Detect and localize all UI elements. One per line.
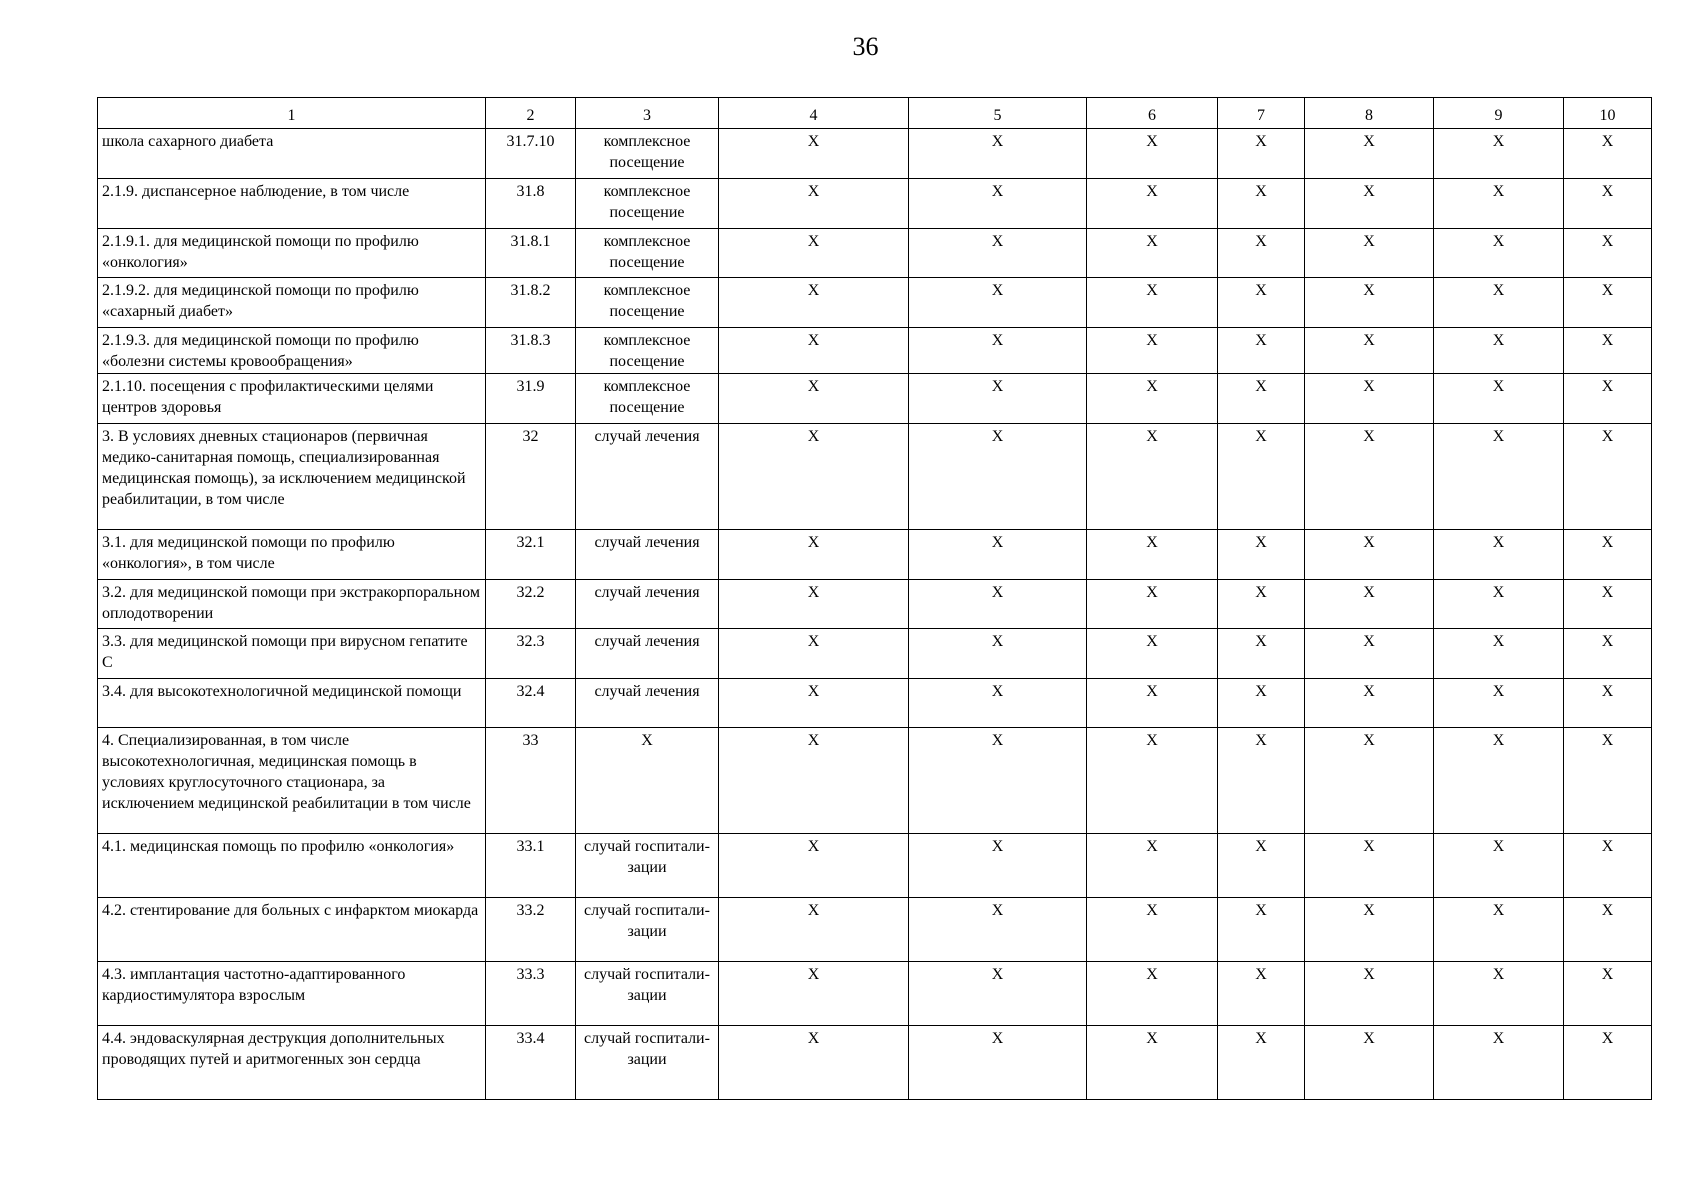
row-value-cell: Х <box>1434 834 1564 898</box>
row-value-cell: Х <box>1218 629 1305 679</box>
row-name-cell: школа сахарного диабета <box>98 129 486 179</box>
row-unit-cell: комплексное посещение <box>576 278 719 328</box>
row-unit-cell: случай госпитали-зации <box>576 962 719 1026</box>
row-value-cell: Х <box>1564 328 1652 374</box>
row-value-cell: Х <box>1087 679 1218 728</box>
row-value-cell: Х <box>1087 530 1218 580</box>
row-code-cell: 33 <box>486 728 576 834</box>
row-code-cell: 31.9 <box>486 374 576 424</box>
row-value-cell: Х <box>909 374 1087 424</box>
row-value-cell: Х <box>1305 328 1434 374</box>
row-value-cell: Х <box>719 728 909 834</box>
row-value-cell: Х <box>1305 679 1434 728</box>
row-code-cell: 32 <box>486 424 576 530</box>
table-row <box>98 374 1652 424</box>
row-value-cell: Х <box>1087 278 1218 328</box>
table-row <box>98 278 1652 328</box>
row-value-cell: Х <box>1564 679 1652 728</box>
row-value-cell: Х <box>1218 530 1305 580</box>
row-value-cell: Х <box>1564 728 1652 834</box>
row-value-cell: Х <box>1305 728 1434 834</box>
row-unit-cell: комплексное посещение <box>576 179 719 229</box>
row-unit-cell: случай лечения <box>576 530 719 580</box>
row-value-cell: Х <box>1434 728 1564 834</box>
row-value-cell: Х <box>1564 179 1652 229</box>
table-body <box>98 129 1652 1100</box>
row-unit-cell: комплексное посещение <box>576 374 719 424</box>
row-value-cell: Х <box>1087 580 1218 629</box>
row-code-cell: 31.7.10 <box>486 129 576 179</box>
row-value-cell: Х <box>1564 580 1652 629</box>
row-name-cell: 4.4. эндоваскулярная деструкция дополнительных проводящих путей и аритмогенных зон сердца <box>98 1026 486 1100</box>
row-code-cell: 32.1 <box>486 530 576 580</box>
row-value-cell: Х <box>1305 129 1434 179</box>
row-value-cell: Х <box>1218 679 1305 728</box>
row-value-cell: Х <box>1434 229 1564 278</box>
row-value-cell: Х <box>1087 424 1218 530</box>
row-code-cell: 31.8 <box>486 179 576 229</box>
row-value-cell: Х <box>1434 530 1564 580</box>
row-value-cell: Х <box>1087 728 1218 834</box>
row-value-cell: Х <box>1087 898 1218 962</box>
column-header: 6 <box>1087 98 1218 129</box>
column-header: 10 <box>1564 98 1652 129</box>
column-header: 8 <box>1305 98 1434 129</box>
row-unit-cell: комплексное посещение <box>576 229 719 278</box>
row-value-cell: Х <box>1305 629 1434 679</box>
row-value-cell: Х <box>1564 898 1652 962</box>
row-name-cell: 3.4. для высокотехнологичной медицинской помощи <box>98 679 486 728</box>
row-value-cell: Х <box>1564 530 1652 580</box>
row-unit-cell: Х <box>576 728 719 834</box>
table-row <box>98 530 1652 580</box>
table-row <box>98 1026 1652 1100</box>
row-value-cell: Х <box>909 834 1087 898</box>
row-value-cell: Х <box>1087 629 1218 679</box>
row-unit-cell: случай госпитали-зации <box>576 1026 719 1100</box>
row-value-cell: Х <box>719 580 909 629</box>
table-row <box>98 129 1652 179</box>
row-value-cell: Х <box>909 629 1087 679</box>
row-value-cell: Х <box>1218 229 1305 278</box>
row-value-cell: Х <box>719 962 909 1026</box>
row-value-cell: Х <box>719 834 909 898</box>
row-value-cell: Х <box>1218 580 1305 629</box>
row-value-cell: Х <box>719 278 909 328</box>
row-value-cell: Х <box>1305 962 1434 1026</box>
row-value-cell: Х <box>1564 1026 1652 1100</box>
row-value-cell: Х <box>719 1026 909 1100</box>
row-value-cell: Х <box>1434 424 1564 530</box>
row-code-cell: 31.8.3 <box>486 328 576 374</box>
table-row <box>98 834 1652 898</box>
row-value-cell: Х <box>1564 129 1652 179</box>
row-value-cell: Х <box>1087 834 1218 898</box>
column-header: 4 <box>719 98 909 129</box>
row-value-cell: Х <box>1305 898 1434 962</box>
row-code-cell: 32.2 <box>486 580 576 629</box>
table-row <box>98 179 1652 229</box>
row-code-cell: 31.8.1 <box>486 229 576 278</box>
row-name-cell: 4.1. медицинская помощь по профилю «онкология» <box>98 834 486 898</box>
row-value-cell: Х <box>719 179 909 229</box>
table-row <box>98 580 1652 629</box>
row-value-cell: Х <box>1305 834 1434 898</box>
row-value-cell: Х <box>1305 580 1434 629</box>
row-value-cell: Х <box>719 898 909 962</box>
row-value-cell: Х <box>1564 962 1652 1026</box>
row-name-cell: 2.1.9.2. для медицинской помощи по профилю «сахарный диабет» <box>98 278 486 328</box>
row-name-cell: 4. Специализированная, в том числе высокотехнологичная, медицинская помощь в условиях круглосуточного стационара, за исключением медицинской реабилитации в том числе <box>98 728 486 834</box>
row-value-cell: Х <box>1305 1026 1434 1100</box>
table-header-row <box>98 98 1652 129</box>
row-value-cell: Х <box>1218 278 1305 328</box>
row-value-cell: Х <box>1564 834 1652 898</box>
row-value-cell: Х <box>1218 1026 1305 1100</box>
row-value-cell: Х <box>1434 679 1564 728</box>
row-code-cell: 32.4 <box>486 679 576 728</box>
row-value-cell: Х <box>1305 278 1434 328</box>
row-value-cell: Х <box>909 1026 1087 1100</box>
page-number: 36 <box>852 32 879 61</box>
row-value-cell: Х <box>1564 629 1652 679</box>
row-value-cell: Х <box>1087 179 1218 229</box>
row-value-cell: Х <box>909 580 1087 629</box>
row-value-cell: Х <box>1218 328 1305 374</box>
row-value-cell: Х <box>909 328 1087 374</box>
row-unit-cell: комплексное посещение <box>576 328 719 374</box>
row-name-cell: 3.3. для медицинской помощи при вирусном гепатите С <box>98 629 486 679</box>
row-code-cell: 31.8.2 <box>486 278 576 328</box>
row-value-cell: Х <box>909 898 1087 962</box>
column-header: 3 <box>576 98 719 129</box>
row-value-cell: Х <box>1564 229 1652 278</box>
row-value-cell: Х <box>1564 374 1652 424</box>
row-value-cell: Х <box>1305 229 1434 278</box>
row-value-cell: Х <box>1218 834 1305 898</box>
row-value-cell: Х <box>719 328 909 374</box>
row-value-cell: Х <box>909 229 1087 278</box>
row-value-cell: Х <box>1087 129 1218 179</box>
row-unit-cell: комплексное посещение <box>576 129 719 179</box>
row-value-cell: Х <box>909 962 1087 1026</box>
row-value-cell: Х <box>1087 328 1218 374</box>
row-value-cell: Х <box>719 629 909 679</box>
row-value-cell: Х <box>719 679 909 728</box>
data-table <box>97 97 1652 1100</box>
row-value-cell: Х <box>1434 1026 1564 1100</box>
row-unit-cell: случай лечения <box>576 424 719 530</box>
table-row <box>98 898 1652 962</box>
row-value-cell: Х <box>909 679 1087 728</box>
row-value-cell: Х <box>1218 424 1305 530</box>
row-value-cell: Х <box>1564 278 1652 328</box>
row-value-cell: Х <box>1434 629 1564 679</box>
row-unit-cell: случай госпитали-зации <box>576 898 719 962</box>
column-header: 2 <box>486 98 576 129</box>
row-value-cell: Х <box>1434 328 1564 374</box>
row-name-cell: 3.2. для медицинской помощи при экстракорпоральном оплодотворении <box>98 580 486 629</box>
row-code-cell: 33.3 <box>486 962 576 1026</box>
row-value-cell: Х <box>1434 580 1564 629</box>
row-name-cell: 4.3. имплантация частотно-адаптированного кардиостимулятора взрослым <box>98 962 486 1026</box>
table-row <box>98 679 1652 728</box>
row-value-cell: Х <box>1218 179 1305 229</box>
row-unit-cell: случай лечения <box>576 629 719 679</box>
row-value-cell: Х <box>909 129 1087 179</box>
row-value-cell: Х <box>1218 962 1305 1026</box>
row-value-cell: Х <box>1434 278 1564 328</box>
row-code-cell: 33.1 <box>486 834 576 898</box>
row-value-cell: Х <box>719 229 909 278</box>
row-value-cell: Х <box>719 424 909 530</box>
table-row <box>98 229 1652 278</box>
row-name-cell: 2.1.10. посещения с профилактическими целями центров здоровья <box>98 374 486 424</box>
table-row <box>98 629 1652 679</box>
row-value-cell: Х <box>1564 424 1652 530</box>
column-header: 7 <box>1218 98 1305 129</box>
row-value-cell: Х <box>909 728 1087 834</box>
row-value-cell: Х <box>1434 898 1564 962</box>
row-value-cell: Х <box>909 530 1087 580</box>
row-code-cell: 32.3 <box>486 629 576 679</box>
row-value-cell: Х <box>1305 179 1434 229</box>
column-header: 1 <box>98 98 486 129</box>
table-row <box>98 424 1652 530</box>
row-name-cell: 2.1.9.3. для медицинской помощи по профилю «болезни системы кровообращения» <box>98 328 486 374</box>
row-unit-cell: случай лечения <box>576 679 719 728</box>
row-value-cell: Х <box>1434 374 1564 424</box>
row-value-cell: Х <box>1218 898 1305 962</box>
table-row <box>98 728 1652 834</box>
row-value-cell: Х <box>1218 374 1305 424</box>
row-value-cell: Х <box>1305 374 1434 424</box>
row-value-cell: Х <box>1087 962 1218 1026</box>
row-value-cell: Х <box>1434 962 1564 1026</box>
table-row <box>98 962 1652 1026</box>
row-code-cell: 33.2 <box>486 898 576 962</box>
row-value-cell: Х <box>1218 728 1305 834</box>
row-unit-cell: случай лечения <box>576 580 719 629</box>
row-code-cell: 33.4 <box>486 1026 576 1100</box>
row-name-cell: 2.1.9. диспансерное наблюдение, в том числе <box>98 179 486 229</box>
row-value-cell: Х <box>909 179 1087 229</box>
row-value-cell: Х <box>1434 129 1564 179</box>
row-value-cell: Х <box>719 129 909 179</box>
row-value-cell: Х <box>719 374 909 424</box>
row-value-cell: Х <box>1087 1026 1218 1100</box>
row-name-cell: 2.1.9.1. для медицинской помощи по профилю «онкология» <box>98 229 486 278</box>
row-name-cell: 4.2. стентирование для больных с инфарктом миокарда <box>98 898 486 962</box>
row-unit-cell: случай госпитали-зации <box>576 834 719 898</box>
row-value-cell: Х <box>909 278 1087 328</box>
row-name-cell: 3.1. для медицинской помощи по профилю «онкология», в том числе <box>98 530 486 580</box>
table-row <box>98 328 1652 374</box>
row-value-cell: Х <box>1305 530 1434 580</box>
row-name-cell: 3. В условиях дневных стационаров (первичная медико-санитарная помощь, специализированная медицинская помощь), за исключением медицинской реабилитации, в том числе <box>98 424 486 530</box>
row-value-cell: Х <box>1087 229 1218 278</box>
row-value-cell: Х <box>719 530 909 580</box>
column-header: 5 <box>909 98 1087 129</box>
column-header: 9 <box>1434 98 1564 129</box>
row-value-cell: Х <box>1218 129 1305 179</box>
row-value-cell: Х <box>1087 374 1218 424</box>
row-value-cell: Х <box>1434 179 1564 229</box>
row-value-cell: Х <box>1305 424 1434 530</box>
row-value-cell: Х <box>909 424 1087 530</box>
